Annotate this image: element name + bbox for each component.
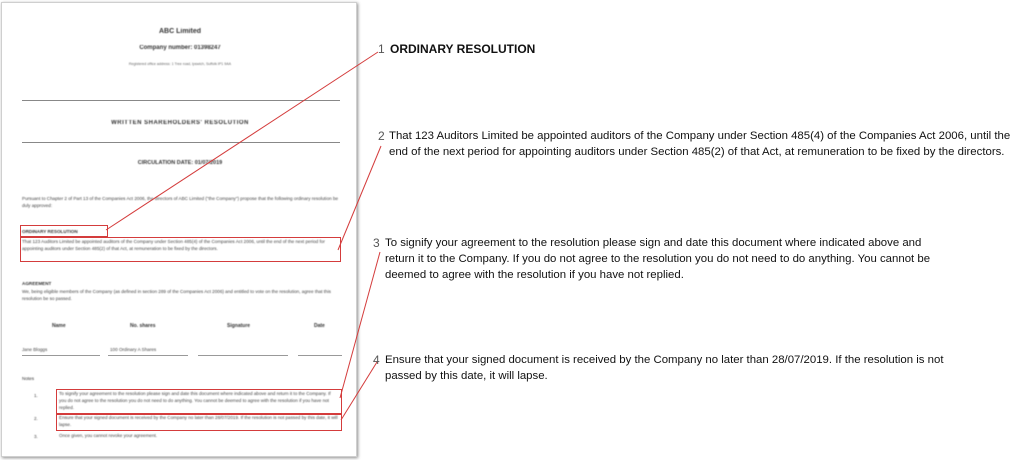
- table-cell-shares: 100 Ordinary A Shares: [110, 347, 157, 352]
- annotation-2-text: That 123 Auditors Limited be appointed auditors of the Company under Section 485(4) of the Companies Act 2006, until the end of the next period for appointing auditors under Section 485(2) of that Act, at remuneration to be fixed by the directors.: [389, 130, 1011, 158]
- agreement-heading: AGREEMENT: [22, 281, 52, 286]
- registered-office: Registered office address: 1 Tree road, Ipswich, Suffolk IP1 9AA: [128, 62, 232, 66]
- annotation-number: 1: [378, 42, 385, 56]
- leader-line-4: [341, 362, 377, 420]
- annotation-4-text: Ensure that your signed document is received by the Company no later than 28/07/2019. If the resolution is not passed by this date, it will lapse.: [385, 354, 944, 382]
- table-header-name: Name: [52, 323, 66, 329]
- note-number: 3.: [34, 434, 38, 439]
- annotation-number: 3: [373, 236, 380, 250]
- leader-line-3: [340, 252, 380, 398]
- agreement-text: We, being eligible members of the Company (as defined in section 289 of the Companies Act 2006) and entitled to vote on the resolution, agree that this resolution be so passed.: [22, 289, 331, 301]
- note-number: 1.: [34, 393, 38, 398]
- document-title: WRITTEN SHAREHOLDERS' RESOLUTION: [111, 120, 249, 126]
- table-header-signature: Signature: [227, 323, 251, 329]
- intro-paragraph: Pursuant to Chapter 2 of Part 13 of the Companies Act 2006, the directors of ABC Limited ("the Company") propose that the following ordinary resolution be duly approved:: [22, 196, 339, 208]
- table-cell-name: Jane Bloggs: [22, 347, 48, 352]
- note-text: To signify your agreement to the resolution please sign and date this document where indicated above and return it to the Company. If you do not agree to the resolution you do not need to do anything. You cannot be deemed to agree with the resolution if you have not replied.: [59, 391, 331, 410]
- annotation-number: 4: [373, 353, 380, 367]
- note-text: Once given, you cannot revoke your agreement.: [59, 433, 158, 438]
- annotation-3-text: To signify your agreement to the resolution please sign and date this document where indicated above and return it to the Company. If you do not agree to the resolution you do not need to do anything. You cannot be deemed to agree with the resolution if you have not replied.: [385, 237, 931, 281]
- company-number: Company number: 01398247: [139, 45, 221, 51]
- leader-line-1: [106, 52, 378, 230]
- annotation-1-text: ORDINARY RESOLUTION: [390, 42, 536, 56]
- annotation-number: 2: [378, 129, 385, 143]
- table-header-date: Date: [314, 323, 325, 329]
- company-name: ABC Limited: [159, 28, 201, 35]
- circulation-date: CIRCULATION DATE: 01/07/2019: [137, 160, 223, 166]
- notes-heading: Notes: [22, 376, 35, 381]
- note-number: 2.: [34, 416, 38, 421]
- note-text: Ensure that your signed document is received by the Company no later than 28/07/2019. If the resolution is not passed by this date, it will lapse.: [59, 415, 338, 427]
- leader-line-2: [338, 146, 381, 250]
- resolution-heading: ORDINARY RESOLUTION: [22, 229, 78, 234]
- table-header-shares: No. shares: [130, 323, 156, 329]
- resolution-text: That 123 Auditors Limited be appointed auditors of the Company under Section 485(4) of the Companies Act 2006, until the end of the next period for appointing auditors under Section 485(2) of that Act, at remuneration to be fixed by the directors.: [22, 239, 325, 251]
